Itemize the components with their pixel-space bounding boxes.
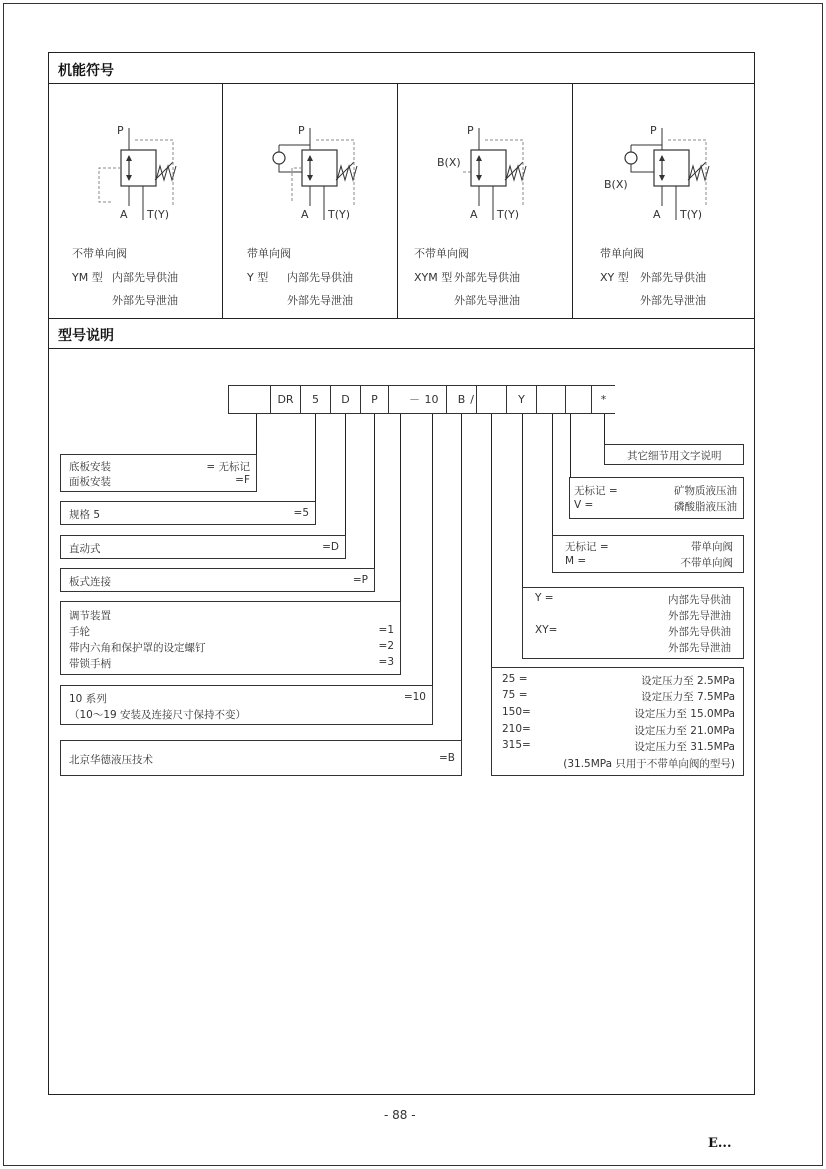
fluid-box (569, 477, 744, 519)
port-p-label: P (650, 124, 657, 137)
plate-label: 板式连接 (69, 576, 111, 588)
adjust-label: 带内六角和保护罩的设定螺钉 (69, 642, 206, 654)
series-box (60, 685, 433, 725)
symbol-desc: 外部先导供油 (454, 271, 520, 284)
pilot-box (522, 587, 744, 659)
connector (345, 414, 346, 535)
adjust-value: =2 (378, 640, 394, 652)
pressure-key: 25 = (502, 673, 528, 685)
pilot-value: 内部先导供油 (668, 594, 731, 606)
mount-box (60, 454, 257, 492)
connector (552, 414, 553, 535)
symbol-desc: 不带单向阀 (72, 247, 127, 260)
code-cell (446, 385, 476, 414)
symbol-desc: 外部先导泄油 (454, 294, 520, 307)
code-cell: P (360, 385, 388, 414)
pressure-note: (31.5MPa 只用于不带单向阀的型号) (563, 758, 735, 770)
symbol-model: Y 型 (247, 271, 269, 284)
code-cell: Y (506, 385, 536, 414)
divider (48, 318, 755, 319)
size-value: =5 (293, 507, 309, 519)
code-slash: / (470, 393, 474, 406)
adjust-value: =1 (378, 624, 394, 636)
pressure-box (491, 667, 744, 776)
divider (397, 83, 398, 319)
port-a-label: A (120, 208, 128, 221)
adjust-value: =3 (378, 656, 394, 668)
symbol-desc: 内部先导供油 (112, 271, 178, 284)
check-box (552, 535, 744, 573)
fluid-value: 矿物质液压油 (674, 485, 737, 497)
code-cell: 10 (417, 385, 446, 414)
maker-value: =B (438, 752, 455, 764)
symbol-desc: 外部先导供油 (640, 271, 706, 284)
pressure-value: 设定压力至 2.5MPa (641, 675, 735, 687)
pressure-key: 315= (502, 739, 531, 751)
pilot-key: Y = (535, 592, 554, 604)
divider (222, 83, 223, 319)
port-t-label: T(Y) (497, 208, 520, 221)
plate-box (60, 568, 375, 592)
symbol-desc: 内部先导供油 (287, 271, 353, 284)
code-cell (228, 385, 270, 414)
code-cell (388, 385, 420, 414)
port-a-label: A (470, 208, 478, 221)
check-value: 不带单向阀 (680, 557, 733, 569)
direct-label: 直动式 (69, 543, 101, 555)
port-t-label: T(Y) (680, 208, 703, 221)
symbols-section-title: 机能符号 (58, 63, 114, 79)
other-box (604, 444, 744, 465)
pressure-value: 设定压力至 7.5MPa (641, 691, 735, 703)
code-cell: * (591, 385, 615, 414)
valve-symbol-xym (435, 120, 545, 225)
model-section-title: 型号说明 (58, 328, 114, 344)
check-key: 无标记 = (565, 541, 609, 553)
check-key: M = (565, 555, 587, 567)
fluid-key: 无标记 = (574, 485, 618, 497)
port-t-label: T(Y) (147, 208, 170, 221)
direct-value: =D (322, 541, 339, 553)
mount-label-2: 面板安装 (69, 476, 111, 488)
size-box (60, 501, 316, 525)
port-a-label: A (301, 208, 309, 221)
divider (572, 83, 573, 319)
pilot-value: 外部先导泄油 (668, 610, 731, 622)
code-dash: － (409, 393, 420, 406)
code-cell (476, 385, 506, 414)
series-value: =10 (403, 691, 426, 703)
port-b-label: B(X) (437, 156, 461, 169)
port-a-label: A (653, 208, 661, 221)
connector (604, 414, 605, 445)
plate-value: =P (352, 574, 368, 586)
mount-label-1: 底板安装 (69, 461, 111, 473)
pilot-value: 外部先导泄油 (668, 642, 731, 654)
port-b-label: B(X) (604, 178, 628, 191)
code-cell: D (330, 385, 360, 414)
page-number: - 88 - (384, 1108, 416, 1122)
valve-symbol-y (262, 120, 372, 225)
pressure-value: 设定压力至 21.0MPa (634, 725, 735, 737)
symbol-model: XYM 型 (414, 271, 453, 284)
adjust-title: 调节装置 (69, 610, 111, 622)
divider (48, 348, 755, 349)
connector (570, 414, 571, 477)
corner-mark: E... (708, 1136, 732, 1151)
code-cell (536, 385, 565, 414)
symbol-desc: 外部先导泄油 (640, 294, 706, 307)
code-b: B (457, 393, 466, 406)
maker-label: 北京华德液压技术 (69, 754, 153, 766)
symbol-desc: 不带单向阀 (414, 247, 469, 260)
direct-box (60, 535, 346, 559)
connector (461, 414, 462, 740)
symbol-desc: 带单向阀 (247, 247, 291, 260)
symbol-model: XY 型 (600, 271, 629, 284)
pressure-key: 210= (502, 723, 531, 735)
code-cell: 5 (300, 385, 330, 414)
mount-value-2: =F (235, 474, 250, 486)
pressure-key: 150= (502, 706, 531, 718)
series-note: （10～19 安装及连接尺寸保持不变） (69, 709, 247, 721)
pressure-key: 75 = (502, 689, 528, 701)
symbol-model: YM 型 (72, 271, 103, 284)
fluid-key: V = (574, 499, 594, 511)
maker-box (60, 740, 462, 776)
port-p-label: P (117, 124, 124, 137)
connector (256, 414, 257, 454)
other-label: 其它细节用文字说明 (627, 450, 722, 462)
valve-symbol-ym (85, 120, 195, 225)
symbol-desc: 外部先导泄油 (287, 294, 353, 307)
code-cell (565, 385, 591, 414)
check-value: 带单向阀 (691, 541, 733, 553)
valve-symbol-xy (600, 120, 715, 225)
size-label: 规格 5 (69, 509, 101, 521)
connector (374, 414, 375, 568)
port-p-label: P (298, 124, 305, 137)
connector (315, 414, 316, 501)
connector (522, 414, 523, 587)
divider (48, 83, 755, 84)
connector (432, 414, 433, 685)
pilot-key: XY= (535, 624, 558, 636)
pilot-value: 外部先导供油 (668, 626, 731, 638)
symbol-desc: 外部先导泄油 (112, 294, 178, 307)
mount-value-1: = 无标记 (206, 461, 250, 473)
connector (400, 414, 401, 601)
adjust-label: 带锁手柄 (69, 658, 111, 670)
port-p-label: P (467, 124, 474, 137)
adjust-box (60, 601, 401, 675)
adjust-label: 手轮 (69, 626, 90, 638)
code-cell: DR (270, 385, 300, 414)
series-label: 10 系列 (69, 693, 107, 705)
fluid-value: 磷酸脂液压油 (674, 501, 737, 513)
pressure-value: 设定压力至 31.5MPa (634, 741, 735, 753)
pressure-value: 设定压力至 15.0MPa (634, 708, 735, 720)
port-t-label: T(Y) (328, 208, 351, 221)
connector (491, 414, 492, 667)
symbol-desc: 带单向阀 (600, 247, 644, 260)
